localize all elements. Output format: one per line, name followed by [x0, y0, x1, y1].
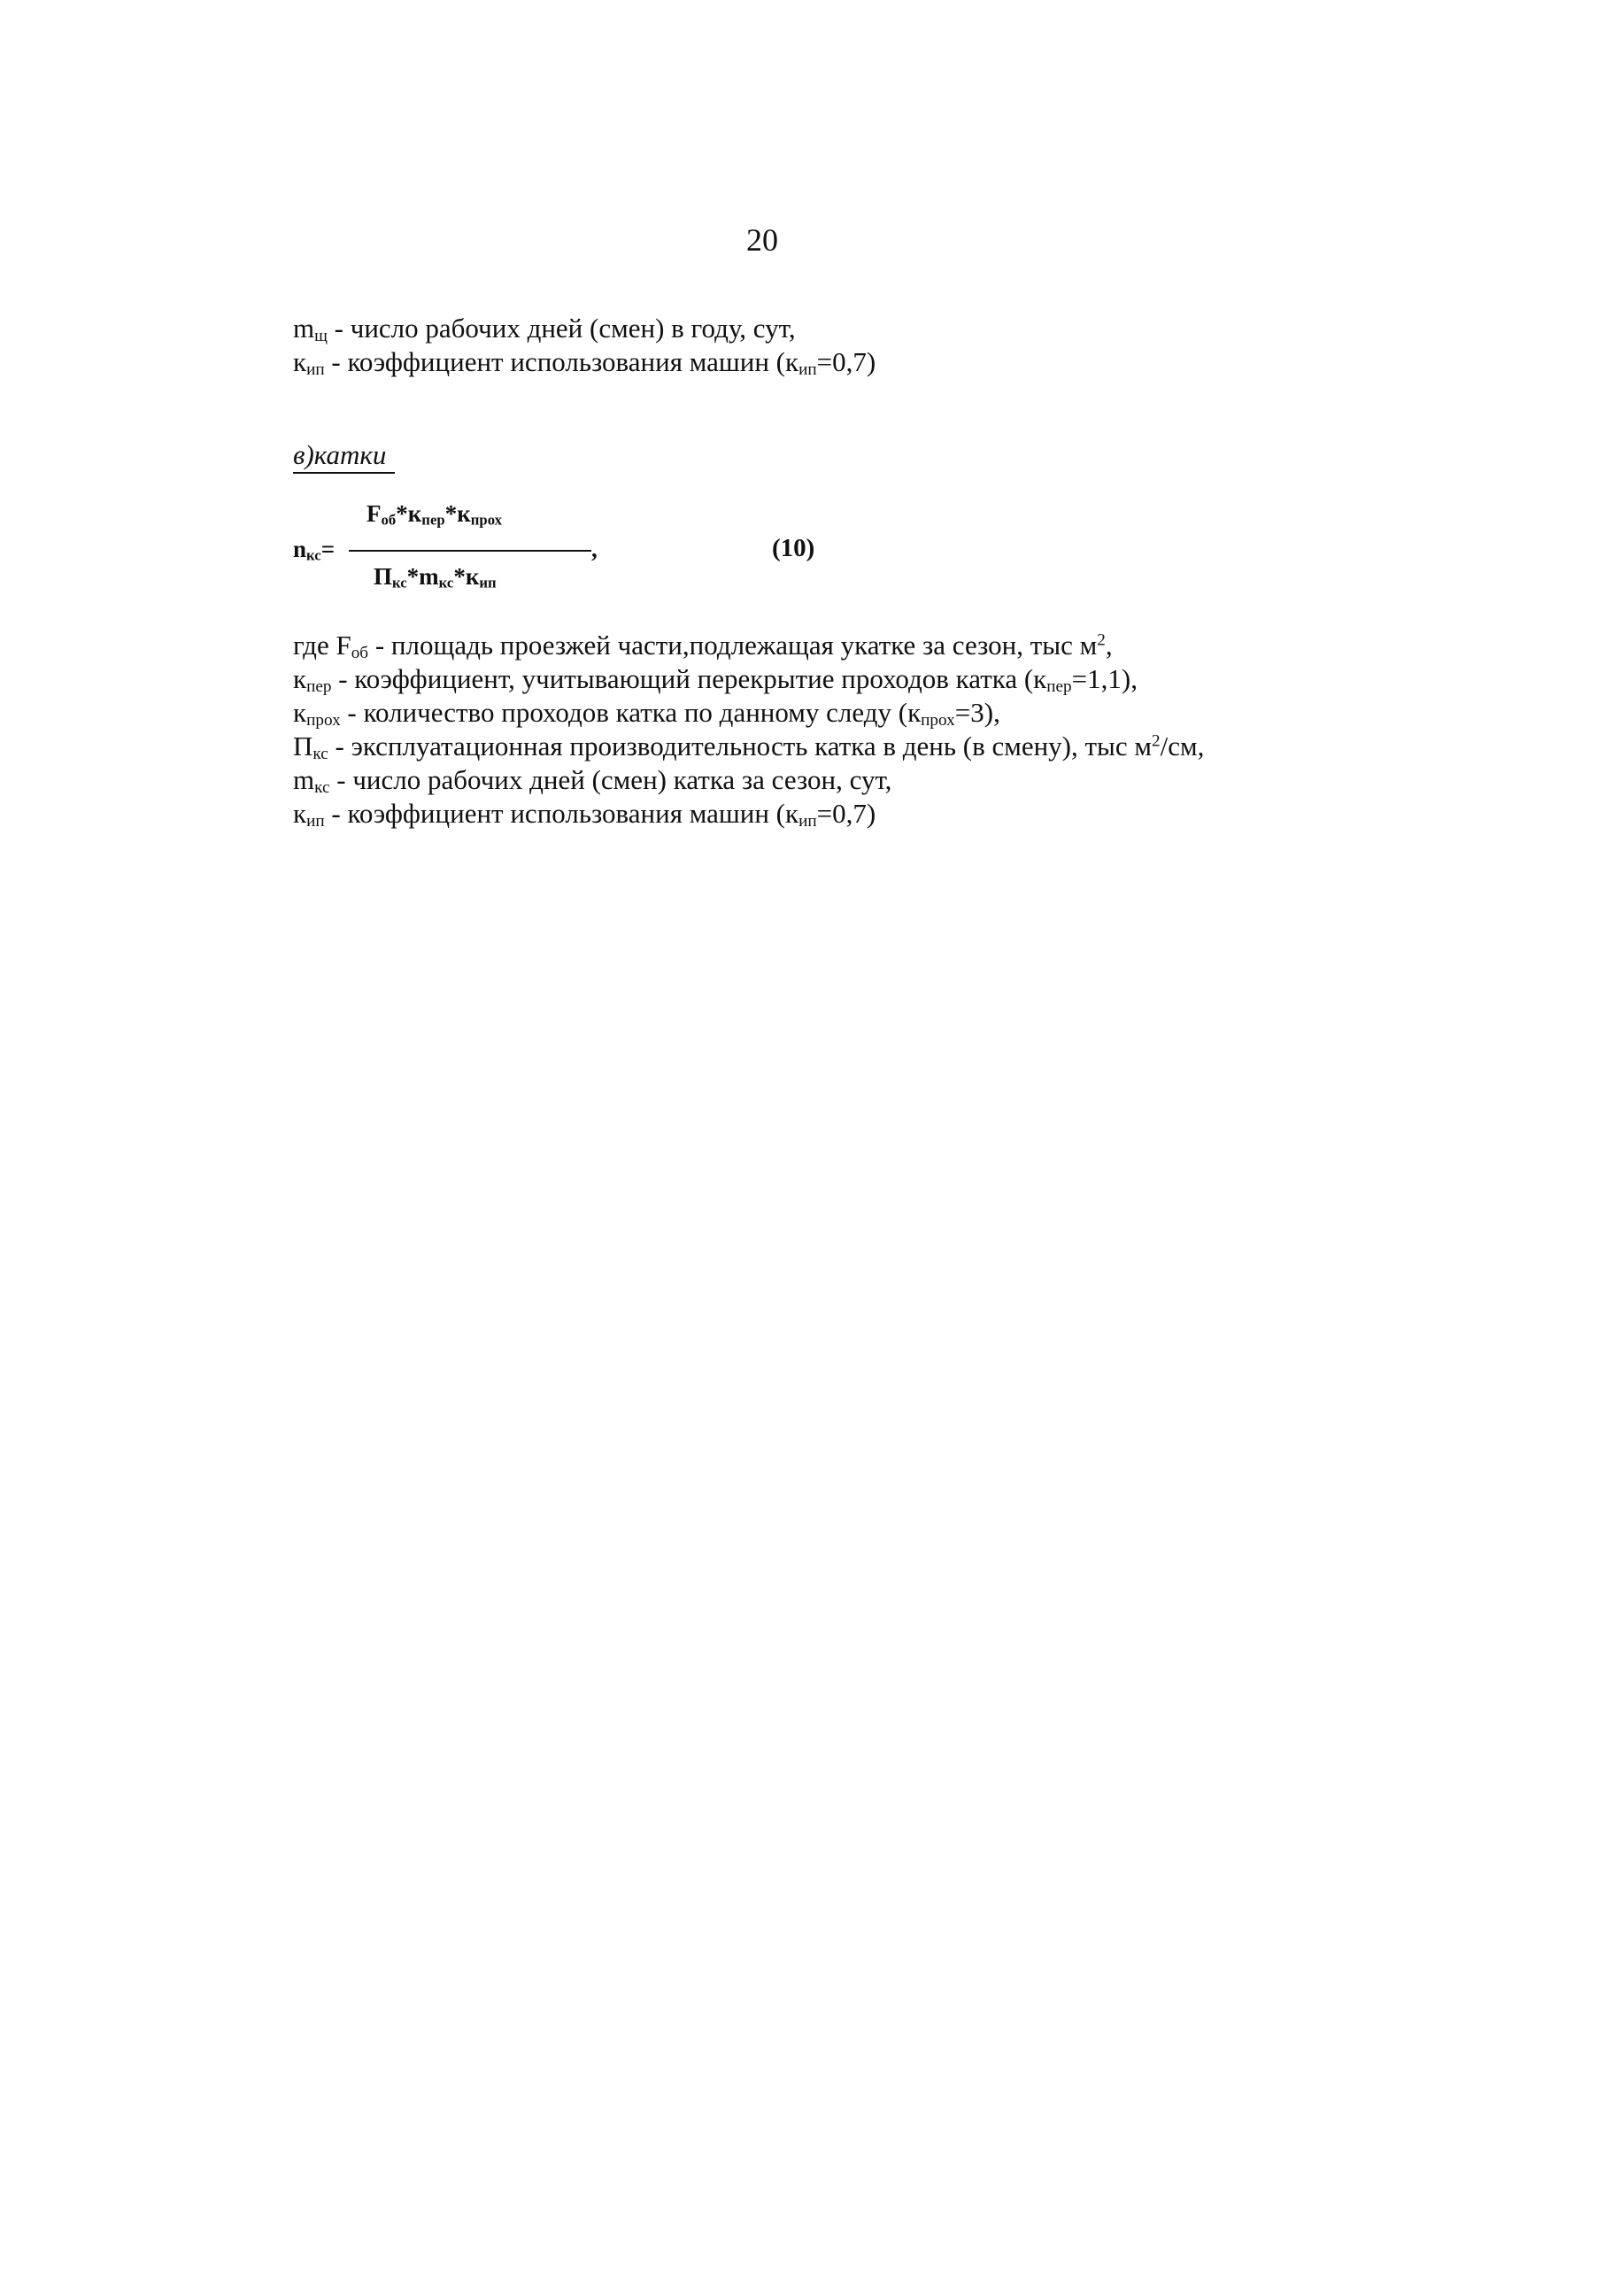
legend-text: - эксплуатационная производительность катка в день (в смену), тыс м [328, 731, 1153, 761]
formula-lhs [293, 536, 335, 563]
subscript: прох [306, 710, 341, 730]
legend-text: - число рабочих дней (смен) катка за сезон, сут, [329, 764, 892, 795]
legend-value: =0,7) [816, 798, 876, 829]
superscript: 2 [1152, 731, 1161, 751]
symbol: m [293, 764, 315, 795]
legend-value: /см, [1160, 731, 1205, 761]
subscript: ип [306, 811, 325, 831]
subscript: кс [314, 777, 330, 797]
term-subscript: кс [392, 574, 407, 591]
equation-number: (10) [772, 534, 815, 562]
legend-value: =1,1), [1071, 663, 1138, 694]
formula-10 [293, 494, 842, 600]
term: П [374, 563, 393, 590]
term: m [419, 563, 439, 590]
subscript: об [351, 643, 369, 662]
symbol: П [293, 731, 313, 761]
legend-k-per [293, 663, 1138, 696]
subscript: пер [1046, 676, 1072, 696]
lhs-subscript: кс [306, 546, 321, 564]
symbol: m [293, 313, 315, 344]
subscript: ип [798, 359, 817, 379]
legend-prefix: где F [293, 630, 351, 661]
legend-suffix: , [1105, 630, 1113, 661]
term-subscript: кс [438, 574, 454, 591]
legend-value: =3), [954, 697, 1000, 728]
term: к [457, 500, 471, 527]
legend-f-ob [293, 630, 1113, 662]
subscript: пер [306, 676, 332, 696]
subscript: ип [798, 811, 817, 831]
formula-numerator [366, 500, 502, 528]
subscript: щ [314, 326, 328, 345]
term: F [366, 500, 382, 527]
section-heading: в)катки [293, 440, 395, 474]
definition-text: - коэффициент использования машин (к [324, 346, 799, 377]
operator: * [453, 563, 466, 590]
legend-m-ks [293, 764, 892, 797]
definition-text: - число рабочих дней (смен) в году, сут, [327, 313, 796, 344]
operator: * [396, 500, 408, 527]
definition-value: =0,7) [816, 346, 876, 377]
symbol: к [293, 798, 307, 829]
legend-text: - площадь проезжей части,подлежащая укатке за сезон, тыс м [368, 630, 1098, 661]
legend-text: - количество проходов катка по данному следу (к [340, 697, 922, 728]
definition-k-ip [293, 346, 876, 379]
term-subscript: ип [479, 574, 497, 591]
lhs-symbol: n [293, 536, 307, 562]
symbol: к [293, 346, 307, 377]
legend-k-prokh [293, 697, 1000, 730]
operator: * [444, 500, 458, 527]
term-subscript: пер [421, 511, 445, 529]
legend-k-ip [293, 798, 876, 831]
term: к [407, 500, 422, 527]
subscript: кс [312, 744, 328, 763]
term-subscript: об [381, 511, 397, 529]
superscript: 2 [1097, 630, 1106, 650]
symbol: к [293, 663, 307, 694]
term: к [465, 563, 480, 590]
term-subscript: прох [470, 511, 503, 529]
legend-text: - коэффициент использования машин (к [324, 798, 799, 829]
legend-text: - коэффициент, учитывающий перекрытие проходов катка (к [331, 663, 1047, 694]
symbol: к [293, 697, 307, 728]
equals-sign: = [320, 536, 336, 562]
subscript: ип [306, 359, 325, 379]
fraction-bar [349, 550, 591, 552]
subscript: прох [921, 710, 955, 730]
page-number: 20 [746, 222, 778, 258]
operator: * [406, 563, 420, 590]
legend-p-ks [293, 731, 1205, 763]
definition-m-shch [293, 313, 796, 345]
formula-denominator [374, 563, 497, 591]
formula-comma: , [591, 536, 598, 562]
